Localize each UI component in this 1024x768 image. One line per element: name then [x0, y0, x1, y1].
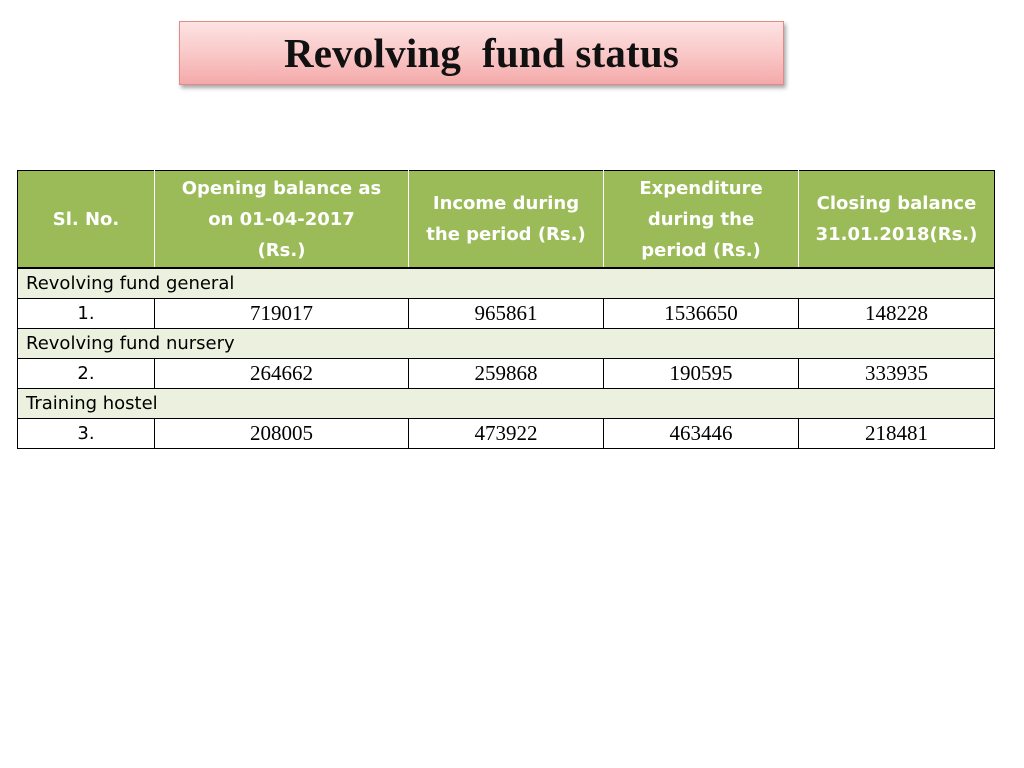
- header-expenditure-line2: during the: [647, 208, 755, 230]
- header-income-line1: Income during: [432, 193, 580, 214]
- table-row: [18, 359, 995, 389]
- header-expenditure-line1: Expenditure: [639, 177, 763, 199]
- header-sl-no: [18, 171, 155, 269]
- cell-sl-no: 2.: [18, 359, 155, 389]
- header-expenditure-line3: period (Rs.): [641, 239, 761, 261]
- cell-income: 259868: [409, 359, 604, 389]
- page-title: Revolving fund status: [283, 30, 680, 76]
- cell-opening: 719017: [155, 299, 409, 329]
- cell-opening: 264662: [155, 359, 409, 389]
- header-income: [409, 171, 604, 269]
- cell-expenditure: 190595: [604, 359, 799, 389]
- group-row-general: [18, 268, 995, 299]
- cell-income: 473922: [409, 419, 604, 449]
- group-row-training-hostel: [18, 389, 995, 419]
- header-opening-line2: on 01-04-2017: [208, 208, 355, 230]
- cell-sl-no: 1.: [18, 299, 155, 329]
- cell-opening: 208005: [155, 419, 409, 449]
- table-row: [18, 299, 995, 329]
- table-row: [18, 419, 995, 449]
- header-closing-line1: Closing balance: [816, 193, 977, 214]
- header-sl-no-line1: Sl. No.: [52, 208, 120, 230]
- cell-expenditure: 463446: [604, 419, 799, 449]
- header-closing-line2: 31.01.2018(Rs.): [815, 224, 978, 245]
- header-row: [18, 171, 995, 269]
- cell-closing: 218481: [799, 419, 995, 449]
- header-opening-line3: (Rs.): [257, 239, 306, 261]
- cell-closing: 148228: [799, 299, 995, 329]
- group-row-nursery: [18, 329, 995, 359]
- fund-status-table: [17, 170, 995, 449]
- cell-expenditure: 1536650: [604, 299, 799, 329]
- header-expenditure: [604, 171, 799, 269]
- cell-sl-no: 3.: [18, 419, 155, 449]
- cell-closing: 333935: [799, 359, 995, 389]
- group-label: Revolving fund general: [18, 268, 995, 299]
- header-opening-balance: [155, 171, 409, 269]
- header-income-line2: the period (Rs.): [426, 224, 586, 245]
- group-label: Training hostel: [18, 389, 995, 419]
- header-opening-line1: Opening balance as: [181, 177, 382, 199]
- cell-income: 965861: [409, 299, 604, 329]
- group-label: Revolving fund nursery: [18, 329, 995, 359]
- header-closing-balance: [799, 171, 995, 269]
- title-box: [179, 21, 784, 85]
